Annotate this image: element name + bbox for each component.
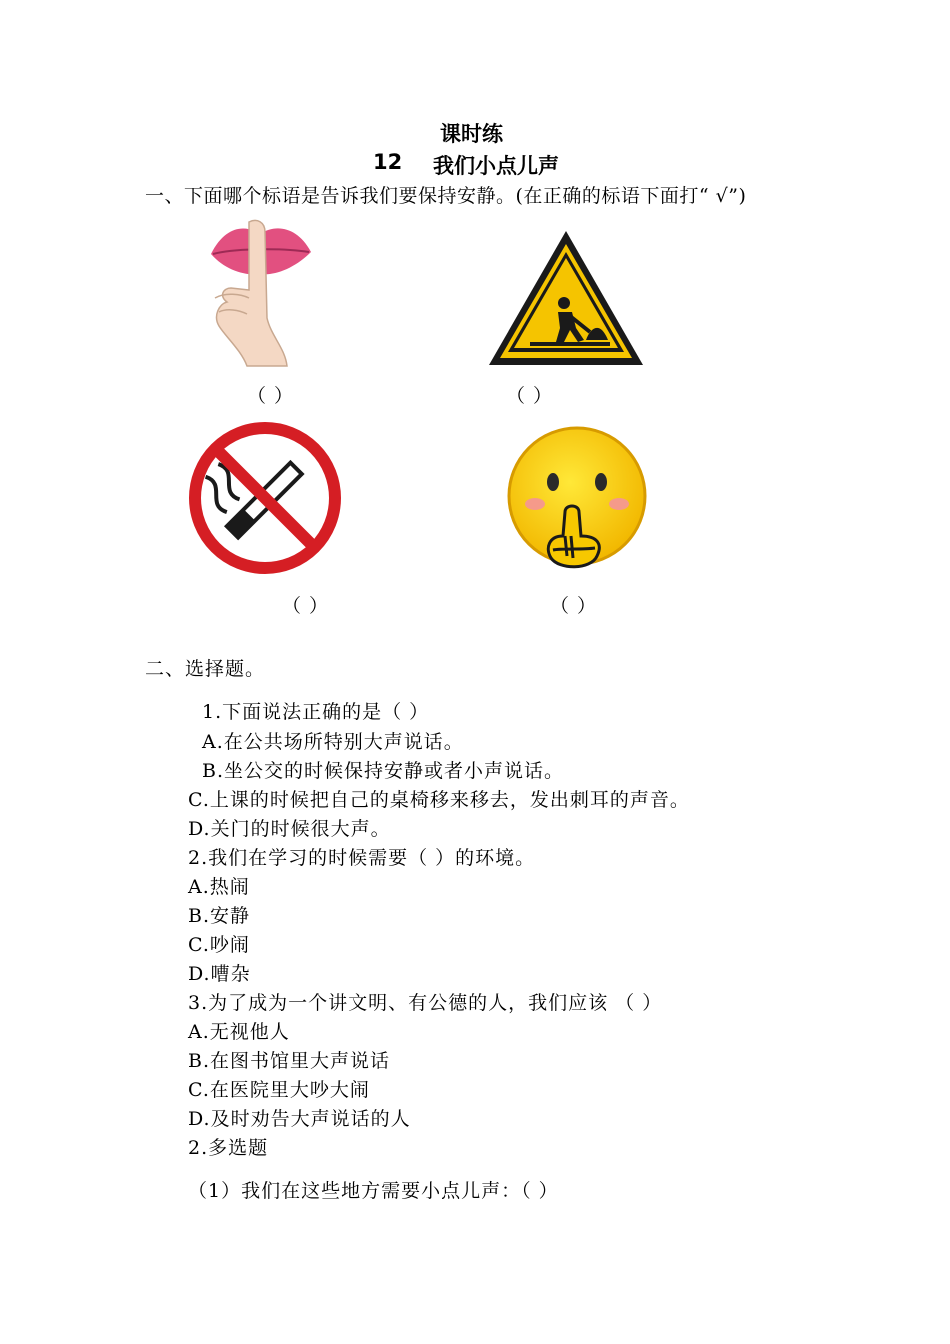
answer-blank-3[interactable]: （ ）	[282, 595, 330, 617]
option-line: C.在医院里大吵大闹	[188, 1079, 370, 1101]
lesson-number: 12	[373, 150, 403, 174]
no-smoking-icon	[188, 421, 342, 575]
lesson-title: 我们小点儿声	[433, 154, 559, 178]
option-line: B.在图书馆里大声说话	[188, 1050, 391, 1072]
option-line: A.无视他人	[188, 1021, 290, 1043]
subsection-heading: 2.多选题	[188, 1137, 269, 1159]
page-title: 课时练	[440, 122, 503, 146]
finger-on-lips-icon	[205, 218, 315, 368]
option-line: D.及时劝告大声说话的人	[188, 1108, 411, 1130]
option-line: D.嘈杂	[188, 963, 251, 985]
answer-blank-1[interactable]: （ ）	[247, 385, 295, 407]
option-line: D.关门的时候很大声。	[188, 818, 391, 840]
question-line: （1）我们在这些地方需要小点儿声：（ ）	[188, 1180, 559, 1202]
option-line: C.上课的时候把自己的桌椅移来移去，发出刺耳的声音。	[188, 789, 690, 811]
option-line: C.吵闹	[188, 934, 250, 956]
answer-blank-2[interactable]: （ ）	[506, 385, 554, 407]
question-line: 2.我们在学习的时候需要（ ）的环境。	[188, 847, 536, 869]
option-line: A.热闹	[188, 876, 250, 898]
construction-warning-icon	[486, 228, 646, 368]
shush-emoji-icon	[505, 424, 649, 576]
option-line: A.在公共场所特别大声说话。	[202, 731, 464, 753]
answer-blank-4[interactable]: （ ）	[550, 595, 598, 617]
option-line: B.坐公交的时候保持安静或者小声说话。	[202, 760, 565, 782]
question-line: 3.为了成为一个讲文明、有公德的人，我们应该 （ ）	[188, 992, 663, 1014]
question-1-prompt: 一、下面哪个标语是告诉我们要保持安静。(在正确的标语下面打“ √”)	[145, 185, 747, 207]
section-2-heading: 二、选择题。	[145, 658, 266, 680]
question-line: 1.下面说法正确的是（ ）	[202, 701, 430, 723]
option-line: B.安静	[188, 905, 251, 927]
